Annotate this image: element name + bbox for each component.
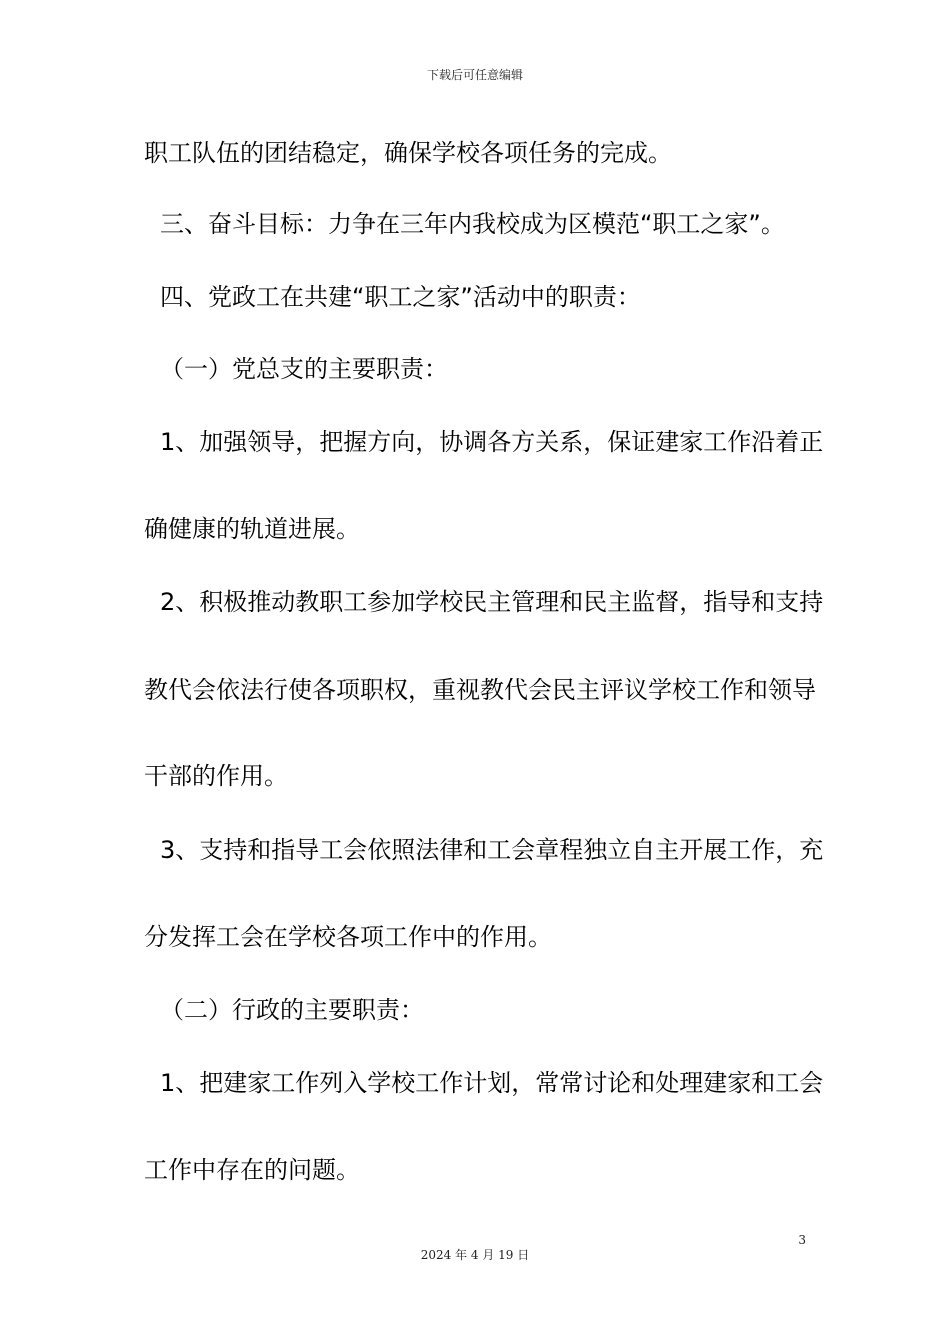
list-item: 1、加强领导，把握方向，协调各方关系，保证建家工作沿着正: [160, 428, 824, 456]
subsection-heading: （一）党总支的主要职责：: [160, 355, 448, 383]
page-header: 下载后可任意编辑: [426, 68, 523, 82]
page-number: 3: [798, 1233, 806, 1247]
section-heading: 四、党政工在共建“职工之家”活动中的职责：: [160, 283, 641, 311]
list-item-continuation: 分发挥工会在学校各项工作中的作用。: [144, 923, 552, 951]
list-item: 3、支持和指导工会依照法律和工会章程独立自主开展工作，充: [160, 836, 824, 864]
list-item-continuation: 干部的作用。: [144, 762, 288, 790]
paragraph-line: 职工队伍的团结稳定，确保学校各项任务的完成。: [144, 139, 672, 167]
section-heading: 三、奋斗目标：力争在三年内我校成为区模范“职工之家”。: [160, 210, 785, 238]
subsection-heading: （二）行政的主要职责：: [160, 996, 424, 1024]
page-footer-date: 2024 年 4 月 19 日: [420, 1248, 530, 1262]
list-item-continuation: 工作中存在的问题。: [144, 1156, 360, 1184]
list-item: 1、把建家工作列入学校工作计划，常常讨论和处理建家和工会: [160, 1069, 824, 1097]
list-item-continuation: 教代会依法行使各项职权，重视教代会民主评议学校工作和领导: [144, 676, 816, 704]
list-item-continuation: 确健康的轨道进展。: [144, 515, 360, 543]
list-item: 2、积极推动教职工参加学校民主管理和民主监督，指导和支持: [160, 588, 824, 616]
